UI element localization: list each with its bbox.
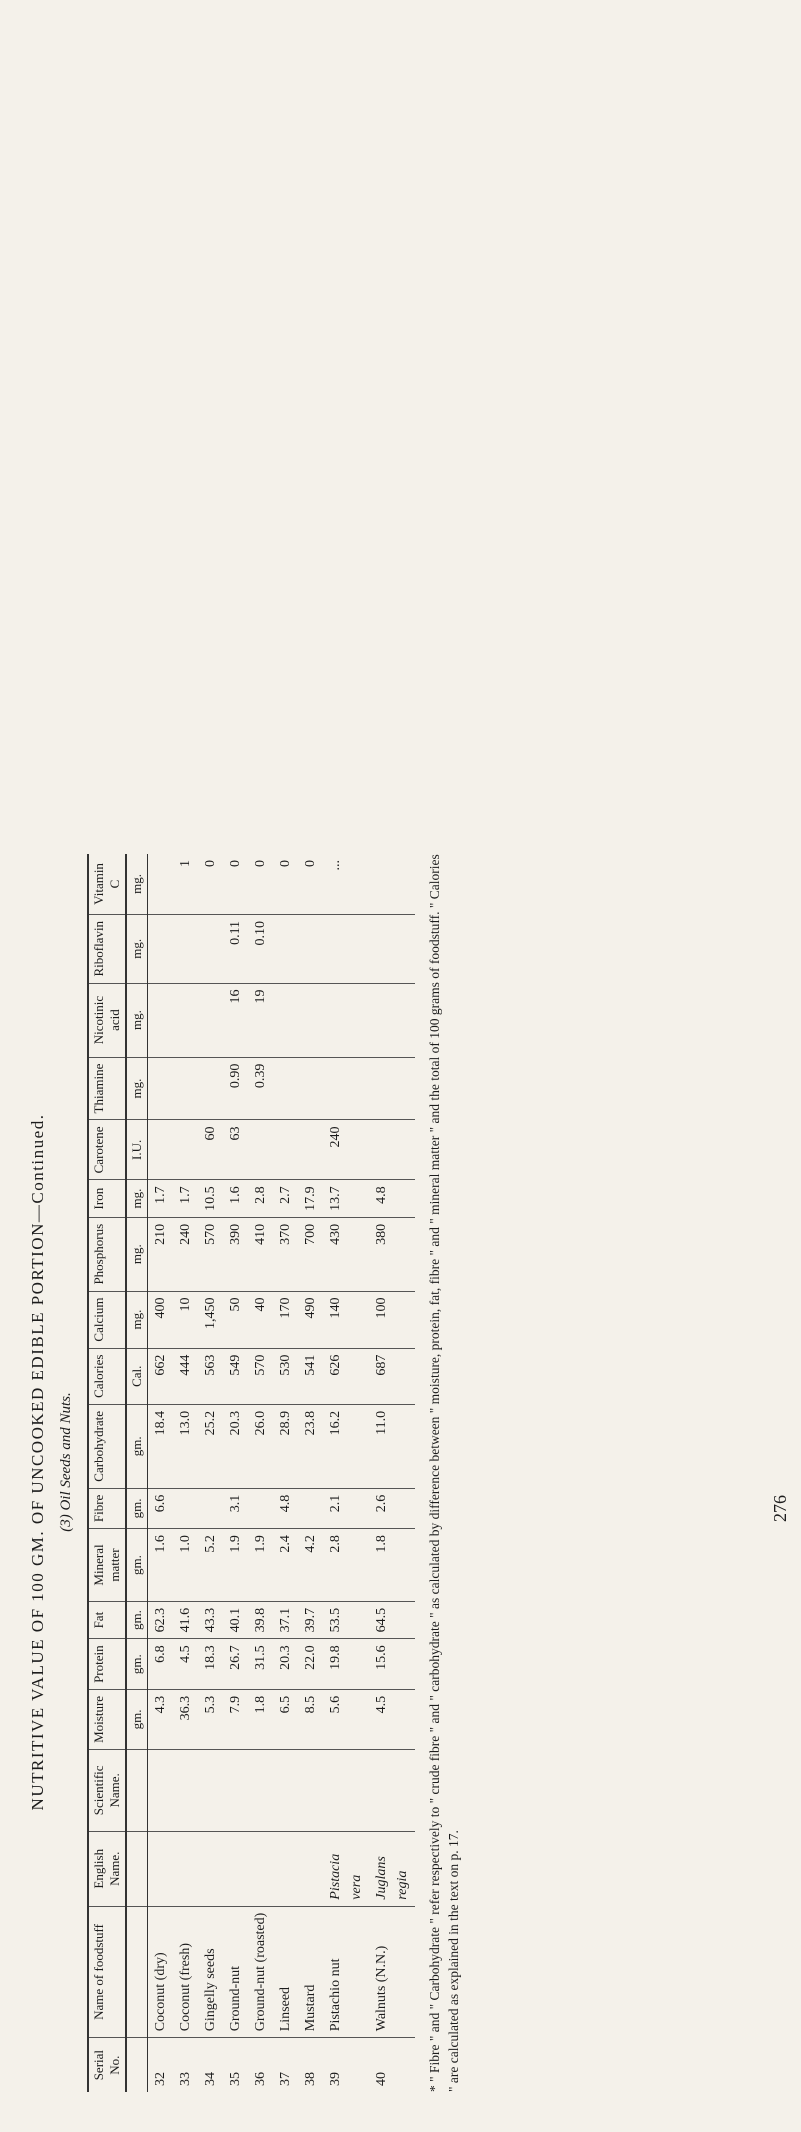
table-cell-fat: 37.1	[273, 1601, 298, 1639]
table-cell-vitc: 0	[248, 854, 273, 914]
table-cell-mineral: 1.6	[148, 1529, 174, 1602]
table-cell-carotene	[173, 1120, 198, 1180]
table-cell-english	[298, 1831, 323, 1906]
table-cell-p: 410	[248, 1217, 273, 1291]
column-header: Riboflavin	[88, 914, 126, 983]
column-header: English Name.	[88, 1831, 126, 1906]
table-cell-carb: 25.2	[198, 1404, 223, 1488]
column-unit: mg.	[126, 914, 148, 983]
table-cell-p: 570	[198, 1217, 223, 1291]
table-cell-thiamine: 0.39	[248, 1057, 273, 1120]
table-cell-ca: 490	[298, 1291, 323, 1348]
rotated-content	[0, 801, 801, 2132]
table-cell-cal: 549	[223, 1348, 248, 1404]
table-cell-fat: 62.3	[148, 1601, 174, 1639]
table-cell-vitc: ...	[323, 854, 369, 914]
table-cell-english	[198, 1831, 223, 1906]
table-cell-p: 700	[298, 1217, 323, 1291]
table-cell-thiamine: 0.90	[223, 1057, 248, 1120]
table-cell-fe: 1.7	[148, 1180, 174, 1218]
table-cell-carotene	[273, 1120, 298, 1180]
table-cell-ribo	[198, 914, 223, 983]
table-cell-ca: 140	[323, 1291, 369, 1348]
table-cell-vitc: 0	[273, 854, 298, 914]
table-cell-nicotinic	[198, 983, 223, 1057]
table-cell-mineral: 1.9	[248, 1529, 273, 1602]
table-cell-p: 430	[323, 1217, 369, 1291]
table-cell-fe: 13.7	[323, 1180, 369, 1218]
table-cell-cal: 662	[148, 1348, 174, 1404]
table-cell-fibre: 3.1	[223, 1488, 248, 1528]
table-cell-carb: 20.3	[223, 1404, 248, 1488]
column-unit: mg.	[126, 1180, 148, 1218]
table-cell-no: 35	[228, 2072, 243, 2086]
column-header: Carbohydrate	[88, 1404, 126, 1488]
table-cell-thiamine	[273, 1057, 298, 1120]
table-cell-moisture: 1.8	[248, 1689, 273, 1749]
table-cell-fibre: 6.6	[148, 1488, 174, 1528]
table-cell-ca: 1,450	[198, 1291, 223, 1348]
column-header: Iron	[88, 1180, 126, 1218]
table-cell-cal: 626	[323, 1348, 369, 1404]
table-cell-p: 390	[223, 1217, 248, 1291]
table-cell-no: 39	[328, 2072, 343, 2086]
table-cell-fibre: 2.6	[369, 1488, 415, 1528]
table-cell-ribo	[323, 914, 369, 983]
table-row	[298, 854, 323, 2092]
table-cell-fat: 39.8	[248, 1601, 273, 1639]
column-unit: mg.	[126, 1217, 148, 1291]
table-cell-carb: 18.4	[148, 1404, 174, 1488]
column-header: Fibre	[88, 1488, 126, 1528]
table-cell-vitc: 1	[173, 854, 198, 914]
table-cell-english	[273, 1831, 298, 1906]
table-cell-fibre: 4.8	[273, 1488, 298, 1528]
table-cell-fat: 64.5	[369, 1601, 415, 1639]
table-cell-no: 38	[303, 2072, 318, 2086]
table-cell-vitc: 0	[223, 854, 248, 914]
table-cell-scientific	[323, 1749, 369, 1831]
column-header: Calories	[88, 1348, 126, 1404]
table-cell-scientific	[248, 1749, 273, 1831]
table-cell-carb: 28.9	[273, 1404, 298, 1488]
table-cell-moisture: 8.5	[298, 1689, 323, 1749]
table-cell-p: 370	[273, 1217, 298, 1291]
column-header: Calcium	[88, 1291, 126, 1348]
table-cell-vitc: 0	[298, 854, 323, 914]
content	[28, 832, 463, 2092]
table-cell-thiamine	[173, 1057, 198, 1120]
table-cell-english	[173, 1831, 198, 1906]
table-cell-fat: 43.3	[198, 1601, 223, 1639]
table-cell-name: Coconut (dry)	[148, 1906, 174, 2038]
table-cell-fe: 4.8	[369, 1180, 415, 1218]
table-cell-scientific	[298, 1749, 323, 1831]
table-cell-fibre	[298, 1488, 323, 1528]
table-cell-english: Juglans regia	[369, 1831, 415, 1906]
table-cell-nicotinic	[148, 983, 174, 1057]
table-cell-name: Ground-nut (roasted)	[248, 1906, 273, 2038]
table-cell-thiamine	[369, 1057, 415, 1120]
table-cell-ca: 10	[173, 1291, 198, 1348]
table-cell-name: Ground-nut	[223, 1906, 248, 2038]
table-cell-fe: 10.5	[198, 1180, 223, 1218]
table-cell-english	[248, 1831, 273, 1906]
table-cell-mineral: 2.4	[273, 1529, 298, 1602]
table-cell-no: 32	[153, 2072, 168, 2086]
table-cell-p: 240	[173, 1217, 198, 1291]
table-cell-cal: 541	[298, 1348, 323, 1404]
column-unit: mg.	[126, 983, 148, 1057]
table-cell-name: Coconut (fresh)	[173, 1906, 198, 2038]
table-cell-carotene	[369, 1120, 415, 1180]
nutrition-table	[87, 854, 415, 2092]
table-cell-nicotinic	[298, 983, 323, 1057]
table-cell-scientific	[148, 1749, 174, 1831]
table-cell-moisture: 5.6	[323, 1689, 369, 1749]
table-cell-nicotinic: 19	[248, 983, 273, 1057]
table-cell-fe: 17.9	[298, 1180, 323, 1218]
column-header: Protein	[88, 1639, 126, 1690]
table-cell-scientific	[173, 1749, 198, 1831]
table-cell-nicotinic	[323, 983, 369, 1057]
table-cell-fibre	[198, 1488, 223, 1528]
table-cell-ca: 40	[248, 1291, 273, 1348]
table-cell-carb: 11.0	[369, 1404, 415, 1488]
column-unit: gm.	[126, 1529, 148, 1602]
table-cell-protein: 20.3	[273, 1639, 298, 1690]
column-unit: Cal.	[126, 1348, 148, 1404]
column-unit	[126, 1906, 148, 2038]
column-header: Vitamin C	[88, 854, 126, 914]
table-cell-protein: 4.5	[173, 1639, 198, 1690]
table-cell-name: Walnuts (N.N.)	[369, 1906, 415, 2038]
table-cell-carotene	[148, 1120, 174, 1180]
column-header: Moisture	[88, 1689, 126, 1749]
table-row	[198, 854, 223, 2092]
table-cell-thiamine	[148, 1057, 174, 1120]
page-title: NUTRITIVE VALUE OF 100 GM. OF UNCOOKED EDIBLE PORTION—Continued.	[28, 1113, 47, 1811]
table-cell-ribo	[273, 914, 298, 983]
table-cell-mineral: 1.9	[223, 1529, 248, 1602]
footnote: * " Fibre " and " Carbohydrate " refer respectively to " crude fibre " and " carbohydrate " as calculated by difference between " moisture, protein, fat, fibre " and " mineral matter " and the total of 100 grams of foodstuff. " Calories " are calculated as explained in the text on p. 17.	[427, 854, 461, 2092]
table-cell-fe: 2.7	[273, 1180, 298, 1218]
table-cell-fe: 1.6	[223, 1180, 248, 1218]
column-unit	[126, 1831, 148, 1906]
table-cell-scientific	[369, 1749, 415, 1831]
column-unit: gm.	[126, 1488, 148, 1528]
column-header: Phosphorus	[88, 1217, 126, 1291]
table-cell-no: 34	[203, 2072, 218, 2086]
table-cell-english	[223, 1831, 248, 1906]
units-row	[126, 854, 148, 2092]
table-cell-moisture: 5.3	[198, 1689, 223, 1749]
column-header: Thiamine	[88, 1057, 126, 1120]
table-cell-protein: 15.6	[369, 1639, 415, 1690]
table-cell-ribo	[173, 914, 198, 983]
column-unit	[126, 1749, 148, 1831]
table-cell-no: 33	[178, 2072, 193, 2086]
table-cell-carotene	[298, 1120, 323, 1180]
table-cell-vitc: 0	[198, 854, 223, 914]
table-cell-fibre: 2.1	[323, 1488, 369, 1528]
column-header: Mineral matter	[88, 1529, 126, 1602]
table-cell-mineral: 1.0	[173, 1529, 198, 1602]
table-cell-mineral: 5.2	[198, 1529, 223, 1602]
page-number: 276	[770, 1495, 790, 1522]
table-cell-protein: 22.0	[298, 1639, 323, 1690]
table-cell-name: Linseed	[273, 1906, 298, 2038]
table-cell-protein: 31.5	[248, 1639, 273, 1690]
table-cell-scientific	[198, 1749, 223, 1831]
table-cell-mineral: 1.8	[369, 1529, 415, 1602]
table-body	[148, 854, 416, 2092]
table-cell-thiamine	[323, 1057, 369, 1120]
table-cell-cal: 570	[248, 1348, 273, 1404]
column-unit: mg.	[126, 1057, 148, 1120]
table-cell-moisture: 4.5	[369, 1689, 415, 1749]
table-cell-nicotinic: 16	[223, 983, 248, 1057]
table-cell-p: 210	[148, 1217, 174, 1291]
column-unit: mg.	[126, 1291, 148, 1348]
table-row	[173, 854, 198, 2092]
table-cell-carotene: 240	[323, 1120, 369, 1180]
table-cell-name: Mustard	[298, 1906, 323, 2038]
table-cell-fat: 41.6	[173, 1601, 198, 1639]
table-cell-cal: 444	[173, 1348, 198, 1404]
table-cell-no: 40	[374, 2072, 389, 2086]
column-unit: gm.	[126, 1639, 148, 1690]
table-cell-carotene	[248, 1120, 273, 1180]
column-unit: mg.	[126, 854, 148, 914]
table-cell-fe: 1.7	[173, 1180, 198, 1218]
table-cell-ca: 400	[148, 1291, 174, 1348]
table-row	[148, 854, 174, 2092]
table-cell-cal: 687	[369, 1348, 415, 1404]
column-unit: gm.	[126, 1689, 148, 1749]
table-cell-carb: 26.0	[248, 1404, 273, 1488]
table-cell-nicotinic	[173, 983, 198, 1057]
table-cell-protein: 18.3	[198, 1639, 223, 1690]
column-header: Carotene	[88, 1120, 126, 1180]
table-row	[369, 854, 415, 2092]
table-cell-ribo: 0.11	[223, 914, 248, 983]
table-cell-name: Pistachio nut	[323, 1906, 369, 2038]
table-cell-carb: 13.0	[173, 1404, 198, 1488]
table-row	[323, 854, 369, 2092]
table-cell-fe: 2.8	[248, 1180, 273, 1218]
table-cell-vitc	[148, 854, 174, 914]
table-cell-protein: 26.7	[223, 1639, 248, 1690]
table-caption: (3) Oil Seeds and Nuts.	[58, 1392, 74, 1532]
table-cell-protein: 6.8	[148, 1639, 174, 1690]
table-cell-protein: 19.8	[323, 1639, 369, 1690]
column-header: Nicotinic acid	[88, 983, 126, 1057]
table-cell-moisture: 36.3	[173, 1689, 198, 1749]
table-cell-fibre	[173, 1488, 198, 1528]
column-unit: gm.	[126, 1601, 148, 1639]
column-unit: gm.	[126, 1404, 148, 1488]
table-cell-english	[148, 1831, 174, 1906]
table-cell-p: 380	[369, 1217, 415, 1291]
column-header: Serial No.	[88, 2038, 126, 2092]
table-cell-cal: 563	[198, 1348, 223, 1404]
table-cell-moisture: 4.3	[148, 1689, 174, 1749]
table-cell-fat: 40.1	[223, 1601, 248, 1639]
table-row	[223, 854, 248, 2092]
table-cell-carb: 16.2	[323, 1404, 369, 1488]
table-cell-fibre	[248, 1488, 273, 1528]
table-cell-name: Gingelly seeds	[198, 1906, 223, 2038]
table-cell-ribo	[148, 914, 174, 983]
table-cell-vitc	[369, 854, 415, 914]
table-cell-scientific	[223, 1749, 248, 1831]
table-cell-moisture: 6.5	[273, 1689, 298, 1749]
table-cell-thiamine	[298, 1057, 323, 1120]
table-row	[273, 854, 298, 2092]
column-header: Scientific Name.	[88, 1749, 126, 1831]
table-cell-cal: 530	[273, 1348, 298, 1404]
table-cell-no: 37	[278, 2072, 293, 2086]
table-cell-ribo	[369, 914, 415, 983]
table-cell-ribo: 0.10	[248, 914, 273, 983]
table-cell-carotene: 60	[198, 1120, 223, 1180]
table-cell-english: Pistacia vera	[323, 1831, 369, 1906]
table-cell-carb: 23.8	[298, 1404, 323, 1488]
table-cell-moisture: 7.9	[223, 1689, 248, 1749]
header-row	[88, 854, 126, 2092]
table-cell-ca: 50	[223, 1291, 248, 1348]
table-cell-ribo	[298, 914, 323, 983]
table-cell-mineral: 2.8	[323, 1529, 369, 1602]
table-cell-nicotinic	[369, 983, 415, 1057]
table-cell-thiamine	[198, 1057, 223, 1120]
column-unit: I.U.	[126, 1120, 148, 1180]
table-cell-fat: 39.7	[298, 1601, 323, 1639]
table-cell-scientific	[273, 1749, 298, 1831]
table-cell-nicotinic	[273, 983, 298, 1057]
table-cell-ca: 100	[369, 1291, 415, 1348]
column-header: Fat	[88, 1601, 126, 1639]
table-row	[248, 854, 273, 2092]
column-header: Name of foodstuff	[88, 1906, 126, 2038]
column-unit	[126, 2038, 148, 2092]
table-cell-fat: 53.5	[323, 1601, 369, 1639]
table-cell-ca: 170	[273, 1291, 298, 1348]
table-cell-no: 36	[253, 2072, 268, 2086]
table-cell-mineral: 4.2	[298, 1529, 323, 1602]
table-cell-carotene: 63	[223, 1120, 248, 1180]
